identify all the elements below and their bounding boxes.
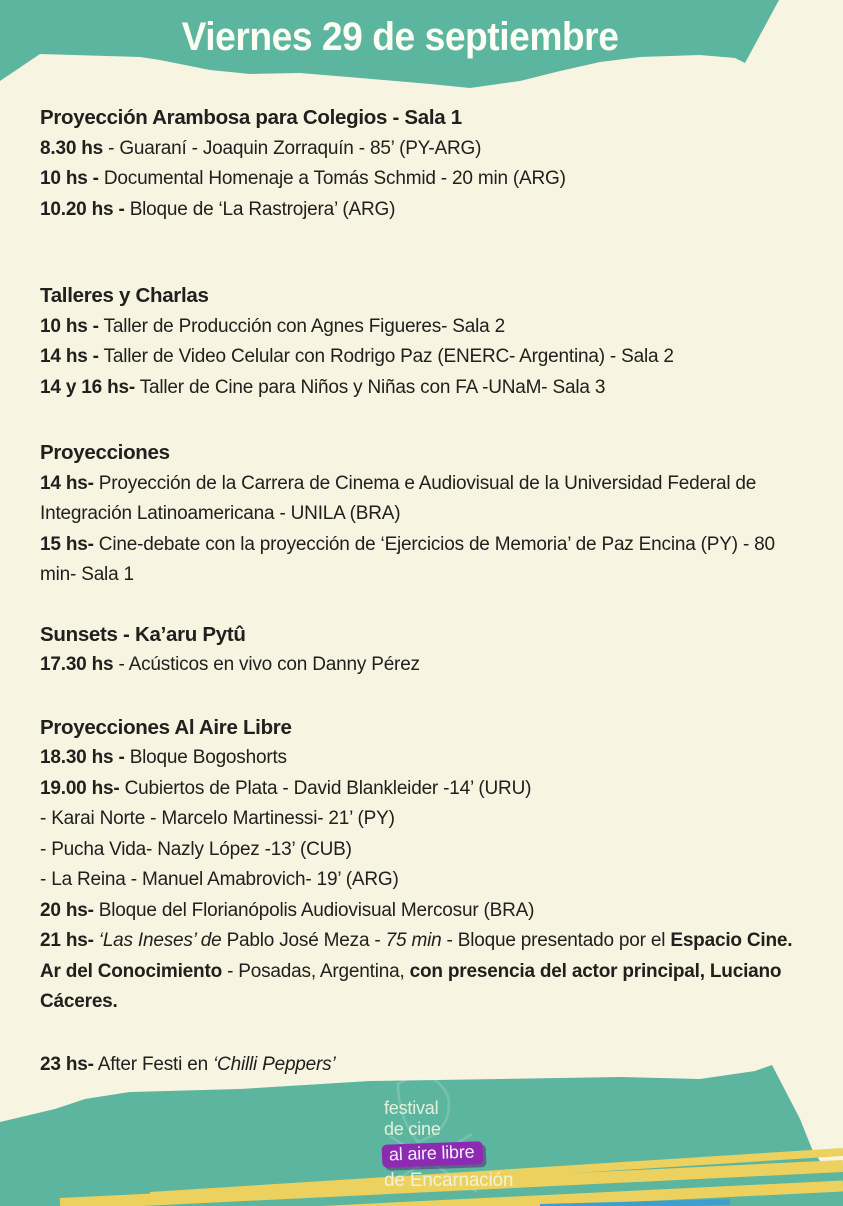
schedule-line: 10 hs - Documental Homenaje a Tomás Schmid - 20 min (ARG) <box>40 168 566 189</box>
page-title: Viernes 29 de septiembre <box>181 15 619 59</box>
logo-badge-al-aire-libre: al aire libre <box>382 1141 484 1168</box>
schedule-line: 10.20 hs - Bloque de ‘La Rastrojera’ (ARG) <box>40 198 396 220</box>
schedule-section <box>40 713 797 1018</box>
schedule <box>0 103 843 1112</box>
festival-logo <box>384 1099 513 1192</box>
logo-line-festival: festival <box>384 1098 439 1118</box>
schedule-line: 10 hs - Taller de Producción con Agnes Figueres- Sala 2 <box>40 315 505 337</box>
schedule-section <box>40 620 797 681</box>
schedule-section <box>40 438 797 591</box>
schedule-line: 21 hs- ‘Las Ineses’ de Pablo José Meza - 75 min - Bloque presentado por el Espacio Cine. Ar del Conocimiento - Posadas, Argentina, con presencia del actor principal, Luciano Cáceres. <box>40 930 793 1012</box>
logo-line-de-encarnacion: de Encarnación <box>384 1170 514 1191</box>
section-heading: Proyección Arambosa para Colegios - Sala 1 <box>40 106 462 129</box>
schedule-line: 19.00 hs- Cubiertos de Plata - David Blankleider -14’ (URU) <box>40 777 532 799</box>
logo-line-de-cine: de cine <box>384 1119 441 1139</box>
section-heading: Proyecciones Al Aire Libre <box>40 715 292 739</box>
schedule-line: 20 hs- Bloque del Florianópolis Audiovisual Mercosur (BRA) <box>40 899 535 921</box>
schedule-line: 8.30 hs - Guaraní - Joaquin Zorraquín - 85’ (PY-ARG) <box>40 137 482 159</box>
section-heading: Proyecciones <box>40 441 170 464</box>
schedule-line: 17.30 hs - Acústicos en vivo con Danny Pérez <box>40 654 420 675</box>
schedule-line: - La Reina - Manuel Amabrovich- 19’ (ARG) <box>40 869 399 890</box>
schedule-line: - Karai Norte - Marcelo Martinessi- 21’ (PY) <box>40 808 395 829</box>
schedule-line: 14 hs - Taller de Video Celular con Rodrigo Paz (ENERC- Argentina) - Sala 2 <box>40 346 674 367</box>
schedule-line: 18.30 hs - Bloque Bogoshorts <box>40 747 287 768</box>
schedule-section <box>40 281 797 403</box>
schedule-line: 14 y 16 hs- Taller de Cine para Niños y Niñas con FA -UNaM- Sala 3 <box>40 376 606 398</box>
schedule-line: 15 hs- Cine-debate con la proyección de ‘Ejercicios de Memoria’ de Paz Encina (PY) - 80 min- Sala 1 <box>40 533 775 585</box>
schedule-line: - Pucha Vida- Nazly López -13’ (CUB) <box>40 838 352 860</box>
section-heading: Sunsets - Ka’aru Pytû <box>40 622 246 646</box>
schedule-line: 23 hs- After Festi en ‘Chilli Peppers’ <box>40 1053 336 1075</box>
schedule-section <box>40 103 797 225</box>
schedule-line: 14 hs- Proyección de la Carrera de Cinema e Audiovisual de la Universidad Federal de Integración Latinoamericana - UNILA (BRA) <box>40 472 757 524</box>
section-heading: Talleres y Charlas <box>40 284 209 307</box>
